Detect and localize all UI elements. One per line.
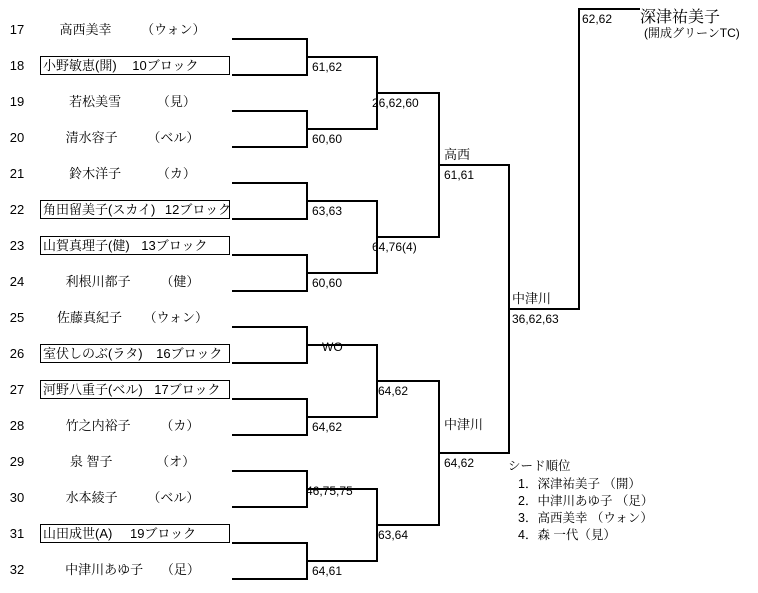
bracket-line (232, 290, 308, 292)
seed-number: 27 (9, 382, 25, 397)
bracket-line (232, 398, 308, 400)
bracket-line (232, 38, 308, 40)
player-block-text: 17ブロック (154, 382, 221, 397)
bracket-line (578, 8, 580, 310)
seed-number: 29 (9, 454, 25, 469)
seed-ranking-item: 2．中津川あゆ子 （足） (518, 494, 654, 508)
player-name (40, 20, 225, 39)
bracket-line (232, 74, 308, 76)
seed-number: 17 (9, 22, 25, 37)
seed-number: 18 (9, 58, 25, 73)
player-name-text: 中津川あゆ子 (65, 562, 144, 577)
round4-winner-name: 中津川 (512, 291, 552, 306)
player-block-text: 12ブロック (164, 202, 232, 217)
player-club-text: （足） (160, 562, 200, 577)
player-name (40, 308, 225, 327)
seed-ranking-item: 1．深津祐美子 （開） (518, 477, 641, 491)
player-name (40, 236, 230, 255)
seed-ranking-list (508, 458, 653, 544)
player-block-text: 19ブロック (129, 526, 197, 541)
bracket-line (232, 470, 308, 472)
round3-winner-name: 高西 (444, 147, 471, 162)
player-club-text: （ベル） (147, 490, 200, 505)
player-name-text: 水本綾子 (65, 490, 118, 505)
match-score: WO (322, 340, 343, 354)
player-block-text: 10ブロック (132, 58, 199, 73)
bracket-line (232, 146, 308, 148)
seed-number: 32 (9, 562, 25, 577)
seed-number: 31 (9, 526, 25, 541)
bracket-line (376, 236, 440, 238)
bracket-line (438, 164, 510, 166)
player-club-text: （ベル） (147, 130, 200, 145)
match-score: 26,62,60 (372, 96, 419, 110)
player-name (40, 200, 230, 219)
champion-club: (開成グリーンTC) (644, 26, 740, 40)
bracket-line (306, 272, 378, 274)
match-score: 64,61 (312, 564, 343, 578)
match-score: 60,60 (312, 132, 343, 146)
player-name-text: 高西美幸 (59, 22, 112, 37)
player-name (40, 128, 225, 147)
bracket-line (232, 362, 308, 364)
player-name-text: 小野敏恵(開) (43, 58, 117, 73)
player-name (40, 560, 225, 579)
bracket-line (306, 416, 378, 418)
bracket-line (232, 254, 308, 256)
seed-number: 24 (9, 274, 25, 289)
bracket-line (232, 182, 308, 184)
bracket-line (232, 542, 308, 544)
seed-number: 21 (9, 166, 25, 181)
seed-number: 30 (9, 490, 25, 505)
match-score: 61,62 (312, 60, 343, 74)
player-club-text: （オ） (156, 454, 196, 469)
bracket-line (438, 452, 510, 454)
seed-number: 23 (9, 238, 25, 253)
player-name-text: 清水容子 (65, 130, 118, 145)
player-name (40, 416, 225, 435)
match-score: 60,60 (312, 276, 343, 290)
player-name-text: 利根川都子 (65, 274, 131, 289)
player-block-text: 13ブロック (141, 238, 208, 253)
seed-number: 20 (9, 130, 25, 145)
player-name (40, 344, 230, 363)
bracket-line (232, 218, 308, 220)
round3-winner-name: 中津川 (444, 417, 484, 432)
bracket-line (306, 56, 378, 58)
player-name-text: 竹之内裕子 (65, 418, 131, 433)
champion-name: 深津祐美子 (640, 9, 721, 26)
bracket-line (232, 326, 308, 328)
player-name-text: 佐藤真紀子 (56, 310, 122, 325)
player-name (40, 524, 230, 543)
match-score: 63,64 (378, 528, 409, 542)
match-score: 63,63 (312, 204, 343, 218)
bracket-line (306, 128, 378, 130)
bracket-line (376, 380, 440, 382)
match-score: 64,76(4) (372, 240, 417, 254)
seed-ranking-item: 4．森 一代（見） (518, 528, 616, 542)
match-score: 61,61 (444, 168, 475, 182)
seed-number: 22 (9, 202, 25, 217)
bracket-line (376, 92, 440, 94)
player-name (40, 452, 225, 471)
match-score: 36,62,63 (512, 312, 559, 326)
player-name-text: 山賀真理子(健) (43, 238, 130, 253)
player-club-text: （ウォン） (141, 22, 206, 37)
final-score: 62,62 (582, 12, 613, 26)
player-name-text: 室伏しのぶ(ラタ) (43, 346, 143, 361)
player-name-text: 若松美雪 (69, 94, 122, 109)
player-name (40, 56, 230, 75)
player-club-text: （カ） (156, 166, 196, 181)
bracket-line (376, 524, 440, 526)
player-club-text: （ウォン） (143, 310, 209, 325)
seed-ranking-title: シード順位 (508, 459, 571, 473)
match-score: 64,62 (444, 456, 475, 470)
bracket-line (306, 560, 378, 562)
bracket-line (306, 200, 378, 202)
match-score: 64,62 (378, 384, 409, 398)
player-name-text: 泉 智子 (69, 454, 113, 469)
player-club-text: （カ） (160, 418, 200, 433)
player-name-text: 山田成世(A) (43, 526, 113, 541)
seed-number: 19 (9, 94, 25, 109)
player-name-text: 角田留美子(スカイ) (43, 202, 156, 217)
bracket-line (232, 506, 308, 508)
player-name-text: 鈴木洋子 (69, 166, 122, 181)
player-name (40, 164, 225, 183)
seed-number: 28 (9, 418, 25, 433)
bracket-line (508, 308, 580, 310)
player-name (40, 92, 225, 111)
player-name (40, 272, 225, 291)
bracket-line (232, 434, 308, 436)
player-name (40, 380, 230, 399)
player-block-text: 16ブロック (156, 346, 223, 361)
match-score: 46,75,75 (306, 484, 353, 498)
seed-number: 26 (9, 346, 25, 361)
match-score: 64,62 (312, 420, 343, 434)
seed-ranking-item: 3．高西美幸 （ウォン） (518, 511, 653, 525)
player-name-text: 河野八重子(ベル) (43, 382, 143, 397)
bracket-line (232, 110, 308, 112)
seed-number: 25 (9, 310, 25, 325)
player-name (40, 488, 225, 507)
bracket-line (578, 8, 640, 10)
bracket-line (232, 578, 308, 580)
player-club-text: （見） (156, 94, 196, 109)
player-club-text: （健） (160, 274, 200, 289)
